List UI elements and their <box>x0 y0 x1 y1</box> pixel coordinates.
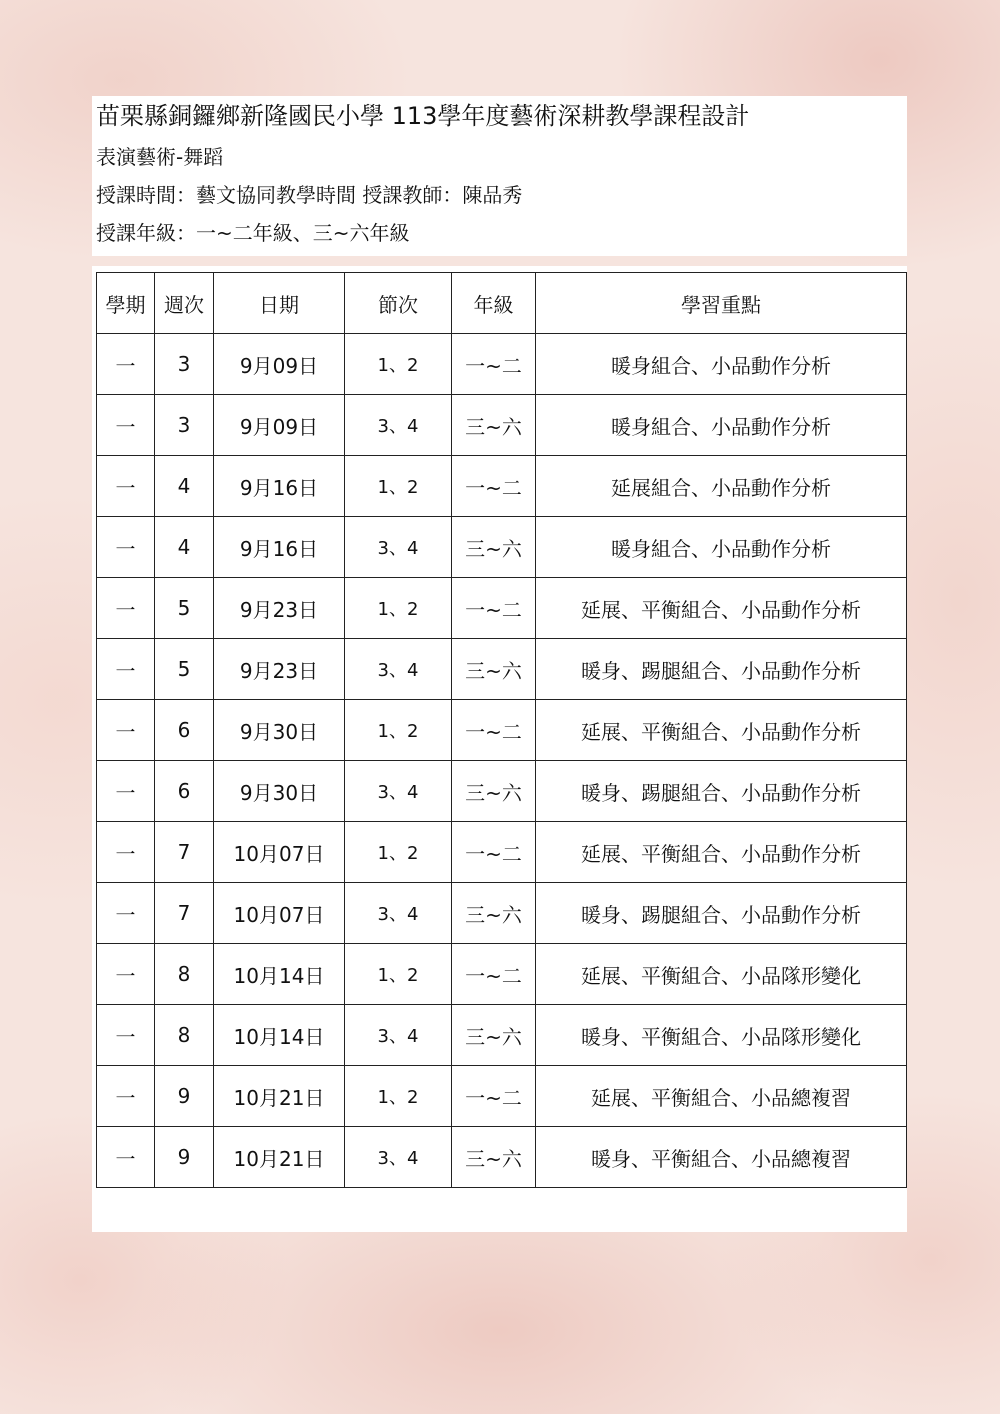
cell-term: 一 <box>97 761 155 822</box>
header-focus: 學習重點 <box>536 273 907 334</box>
cell-period: 3、4 <box>345 395 452 456</box>
cell-week: 5 <box>155 639 214 700</box>
cell-week: 8 <box>155 944 214 1005</box>
table-row <box>97 1127 907 1188</box>
cell-date: 9月30日 <box>214 700 345 761</box>
table-row <box>97 700 907 761</box>
cell-week: 7 <box>155 822 214 883</box>
cell-period: 3、4 <box>345 1005 452 1066</box>
cell-term: 一 <box>97 456 155 517</box>
cell-grade: 一~二 <box>452 944 536 1005</box>
cell-grade: 三~六 <box>452 761 536 822</box>
header-date: 日期 <box>214 273 345 334</box>
header-grade: 年級 <box>452 273 536 334</box>
cell-term: 一 <box>97 700 155 761</box>
cell-grade: 三~六 <box>452 883 536 944</box>
cell-period: 3、4 <box>345 761 452 822</box>
cell-date: 9月23日 <box>214 639 345 700</box>
cell-term: 一 <box>97 517 155 578</box>
cell-period: 1、2 <box>345 578 452 639</box>
cell-term: 一 <box>97 639 155 700</box>
table-header-row <box>97 273 907 334</box>
cell-focus: 延展、平衡組合、小品總複習 <box>536 1066 907 1127</box>
cell-focus: 延展、平衡組合、小品動作分析 <box>536 578 907 639</box>
page-title: 苗栗縣銅鑼鄉新隆國民小學 113學年度藝術深耕教學課程設計 <box>96 102 750 130</box>
cell-term: 一 <box>97 822 155 883</box>
cell-term: 一 <box>97 395 155 456</box>
cell-date: 10月21日 <box>214 1127 345 1188</box>
cell-grade: 一~二 <box>452 700 536 761</box>
cell-focus: 延展組合、小品動作分析 <box>536 456 907 517</box>
table-row <box>97 883 907 944</box>
table-row <box>97 456 907 517</box>
cell-period: 1、2 <box>345 944 452 1005</box>
cell-grade: 一~二 <box>452 456 536 517</box>
cell-week: 4 <box>155 456 214 517</box>
cell-date: 10月07日 <box>214 822 345 883</box>
cell-grade: 一~二 <box>452 1066 536 1127</box>
cell-date: 9月23日 <box>214 578 345 639</box>
cell-date: 9月16日 <box>214 456 345 517</box>
cell-date: 9月16日 <box>214 517 345 578</box>
cell-term: 一 <box>97 1127 155 1188</box>
table-row <box>97 822 907 883</box>
cell-focus: 延展、平衡組合、小品隊形變化 <box>536 944 907 1005</box>
cell-term: 一 <box>97 944 155 1005</box>
cell-focus: 暖身組合、小品動作分析 <box>536 334 907 395</box>
cell-week: 6 <box>155 761 214 822</box>
cell-focus: 暖身、平衡組合、小品總複習 <box>536 1127 907 1188</box>
subject-line: 表演藝術-舞蹈 <box>96 145 224 169</box>
cell-period: 1、2 <box>345 700 452 761</box>
cell-date: 10月07日 <box>214 883 345 944</box>
cell-period: 1、2 <box>345 822 452 883</box>
cell-date: 9月09日 <box>214 395 345 456</box>
cell-term: 一 <box>97 578 155 639</box>
cell-week: 3 <box>155 395 214 456</box>
cell-focus: 暖身、踢腿組合、小品動作分析 <box>536 883 907 944</box>
grades-line: 授課年級：一~二年級、三~六年級 <box>96 221 410 245</box>
header-term: 學期 <box>97 273 155 334</box>
header-week: 週次 <box>155 273 214 334</box>
time-teacher-line: 授課時間：藝文協同教學時間 授課教師：陳品秀 <box>96 183 523 207</box>
cell-grade: 一~二 <box>452 578 536 639</box>
cell-term: 一 <box>97 334 155 395</box>
cell-term: 一 <box>97 883 155 944</box>
cell-period: 1、2 <box>345 334 452 395</box>
cell-grade: 一~二 <box>452 334 536 395</box>
cell-period: 3、4 <box>345 1127 452 1188</box>
table-row <box>97 1066 907 1127</box>
cell-week: 9 <box>155 1127 214 1188</box>
cell-term: 一 <box>97 1066 155 1127</box>
cell-grade: 一~二 <box>452 822 536 883</box>
cell-week: 4 <box>155 517 214 578</box>
cell-focus: 暖身、平衡組合、小品隊形變化 <box>536 1005 907 1066</box>
cell-grade: 三~六 <box>452 395 536 456</box>
header-period: 節次 <box>345 273 452 334</box>
cell-week: 5 <box>155 578 214 639</box>
cell-week: 8 <box>155 1005 214 1066</box>
table-row <box>97 578 907 639</box>
cell-focus: 延展、平衡組合、小品動作分析 <box>536 822 907 883</box>
cell-focus: 延展、平衡組合、小品動作分析 <box>536 700 907 761</box>
table-row <box>97 639 907 700</box>
cell-date: 9月09日 <box>214 334 345 395</box>
table-row <box>97 1005 907 1066</box>
cell-grade: 三~六 <box>452 1005 536 1066</box>
cell-date: 10月14日 <box>214 1005 345 1066</box>
cell-date: 10月14日 <box>214 944 345 1005</box>
cell-grade: 三~六 <box>452 1127 536 1188</box>
cell-focus: 暖身組合、小品動作分析 <box>536 395 907 456</box>
cell-period: 3、4 <box>345 517 452 578</box>
table-row <box>97 761 907 822</box>
cell-grade: 三~六 <box>452 639 536 700</box>
cell-focus: 暖身、踢腿組合、小品動作分析 <box>536 761 907 822</box>
cell-period: 1、2 <box>345 456 452 517</box>
cell-term: 一 <box>97 1005 155 1066</box>
cell-period: 1、2 <box>345 1066 452 1127</box>
cell-week: 7 <box>155 883 214 944</box>
cell-focus: 暖身、踢腿組合、小品動作分析 <box>536 639 907 700</box>
cell-date: 9月30日 <box>214 761 345 822</box>
table-row <box>97 517 907 578</box>
cell-week: 6 <box>155 700 214 761</box>
cell-focus: 暖身組合、小品動作分析 <box>536 517 907 578</box>
cell-date: 10月21日 <box>214 1066 345 1127</box>
table-row <box>97 334 907 395</box>
cell-week: 3 <box>155 334 214 395</box>
table-row <box>97 395 907 456</box>
schedule-table <box>96 272 907 1188</box>
cell-period: 3、4 <box>345 883 452 944</box>
cell-week: 9 <box>155 1066 214 1127</box>
table-row <box>97 944 907 1005</box>
cell-period: 3、4 <box>345 639 452 700</box>
cell-grade: 三~六 <box>452 517 536 578</box>
